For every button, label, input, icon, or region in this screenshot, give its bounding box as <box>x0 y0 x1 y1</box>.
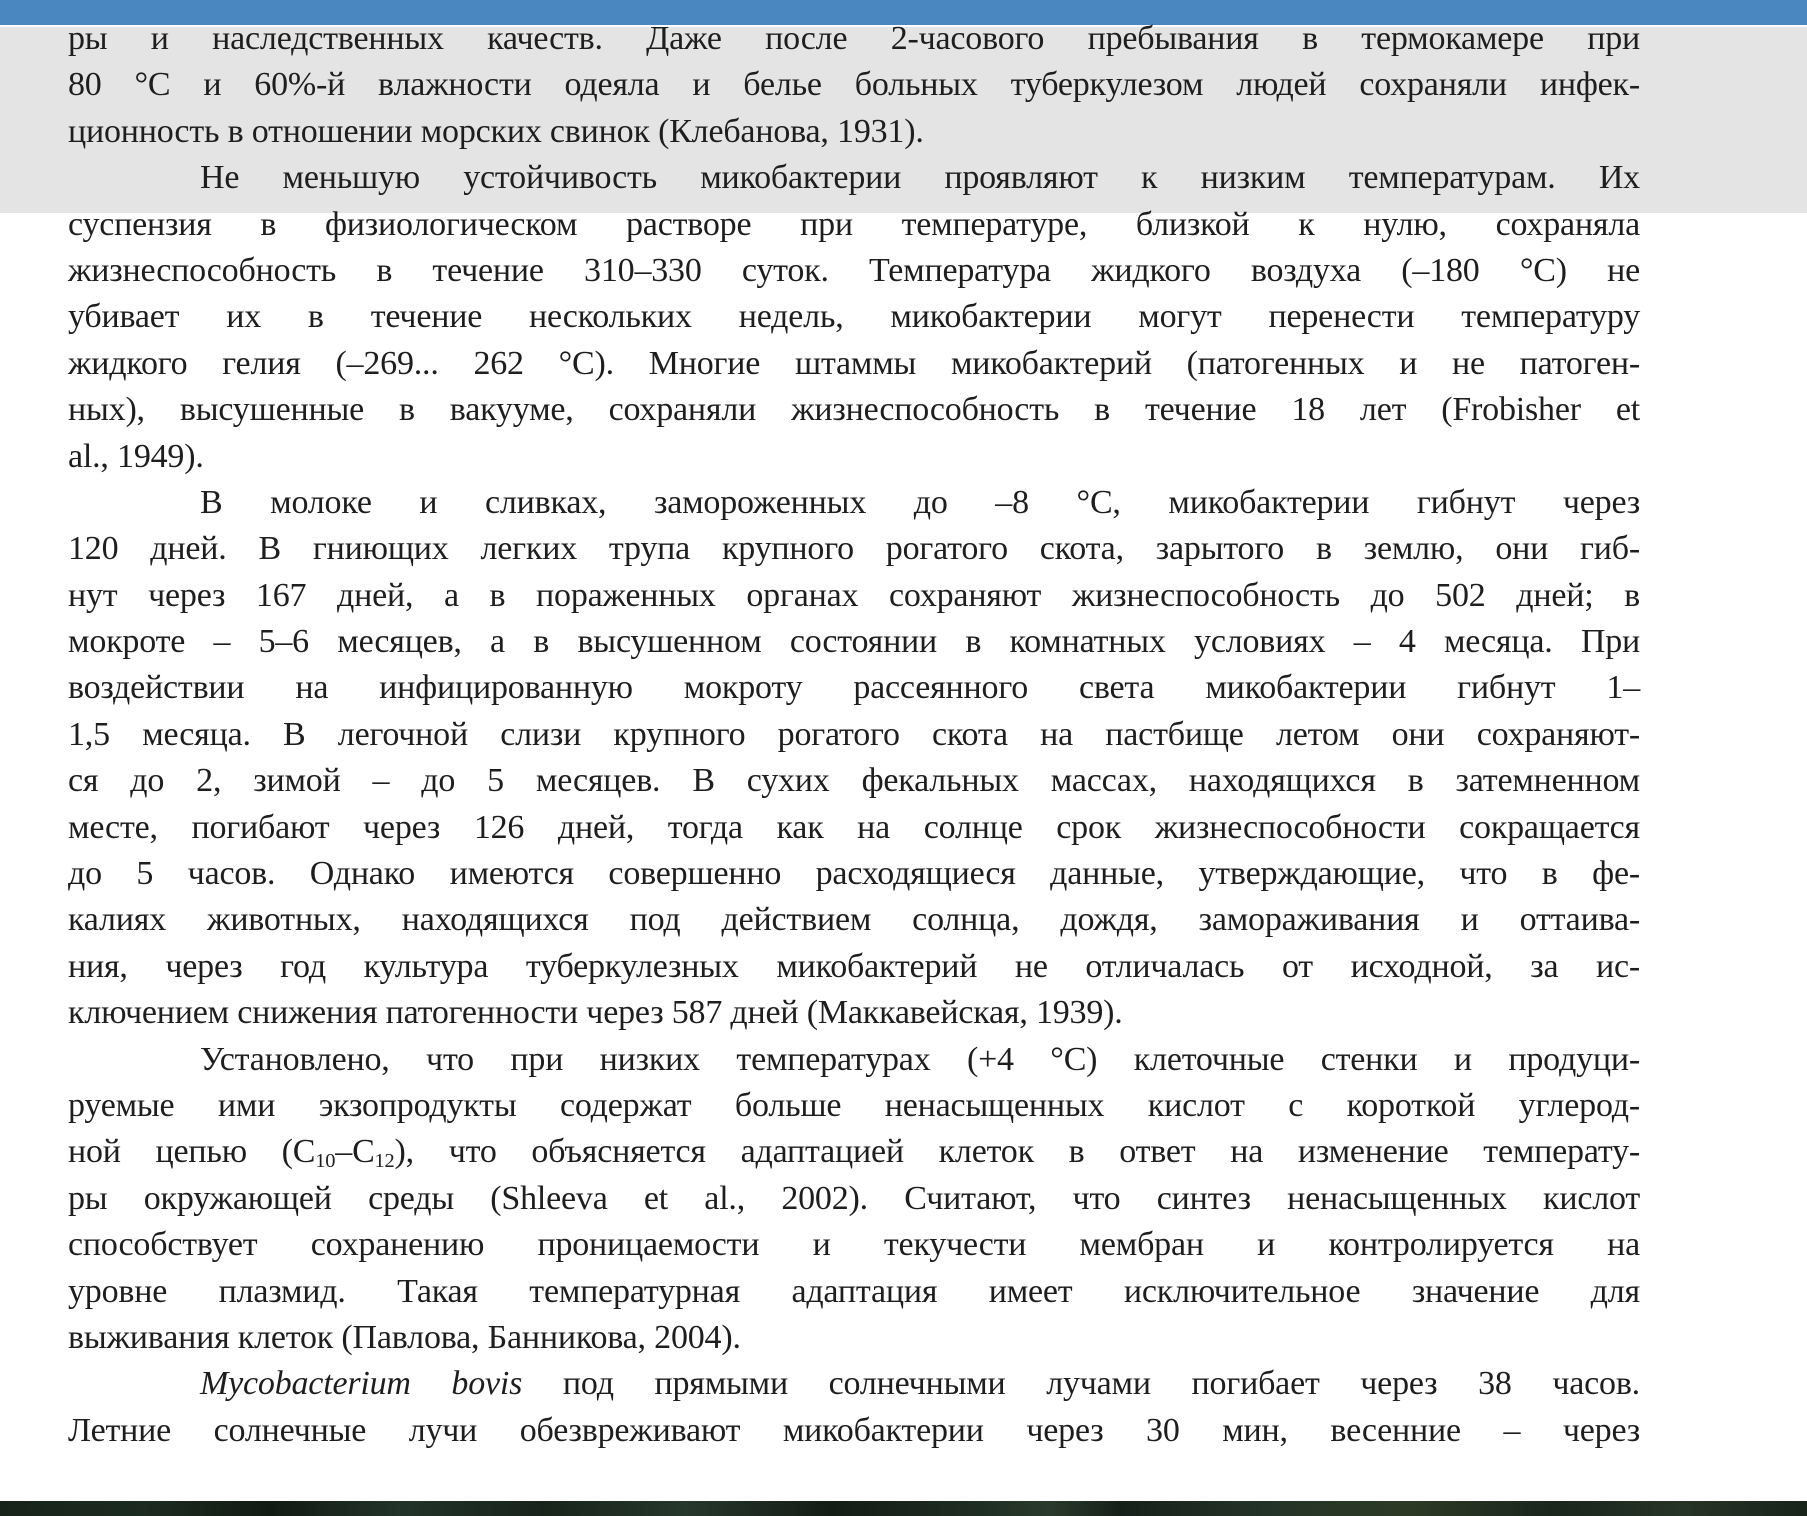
line-text: ры и наследственных качеств. Даже после 2-часового пребывания в термокамере при <box>68 20 1640 57</box>
line-text: al., 1949). <box>68 437 204 475</box>
paragraph-first-line <box>68 480 1640 526</box>
subscript: 10 <box>315 1150 336 1173</box>
text-line <box>68 851 1640 897</box>
line-text: нут через 167 дней, а в пораженных органах сохраняют жизнеспособность до 502 дней; в <box>68 576 1640 614</box>
line-text: жидкого гелия (–269... 262 °С). Многие штаммы микобактерий (патогенных и не патоген- <box>68 344 1640 382</box>
text-line <box>68 619 1640 665</box>
text-line <box>68 573 1640 619</box>
text-line <box>68 434 1640 480</box>
text-line <box>68 387 1640 433</box>
line-text-with-subscripts <box>68 1129 1640 1175</box>
text-line <box>68 62 1640 108</box>
line-text: ры окружающей среды (Shleeva et al., 2002). Считают, что синтез ненасыщенных кислот <box>68 1179 1640 1217</box>
text-line <box>68 665 1640 711</box>
text-line <box>68 1222 1640 1268</box>
text-line <box>68 202 1640 248</box>
line-text: месте, погибают через 126 дней, тогда как на солнце срок жизнеспособности сокращается <box>68 808 1640 846</box>
line-text: 120 дней. В гниющих легких трупа крупного рогатого скота, зарытого в землю, они гиб- <box>68 530 1640 568</box>
text-line <box>68 109 1640 155</box>
paragraph-first-line <box>68 1037 1640 1083</box>
text-line <box>68 1269 1640 1315</box>
line-text: Установлено, что при низких температурах (+4 °С) клеточные стенки и продуци- <box>200 1040 1640 1078</box>
text-line <box>68 1129 1640 1175</box>
line-text: способствует сохранению проницаемости и текучести мембран и контролируется на <box>68 1226 1640 1264</box>
line-text: руемые ими экзопродукты содержат больше ненасыщенных кислот с короткой углерод- <box>68 1086 1640 1124</box>
line-text-part: под прямыми солнечными лучами погибает через 38 часов. <box>522 1365 1640 1403</box>
text-line <box>68 1176 1640 1222</box>
line-text: ных), высушенные в вакууме, сохраняли жизнеспособность в течение 18 лет (Frobisher et <box>68 391 1640 429</box>
line-text: воздействии на инфицированную мокроту рассеянного света микобактерии гибнут 1– <box>68 669 1640 707</box>
text-line <box>68 944 1640 990</box>
line-text: 80 °С и 60%-й влажности одеяла и белье больных туберкулезом людей сохраняли инфек- <box>68 66 1640 104</box>
line-text: 1,5 месяца. В легочной слизи крупного рогатого скота на пастбище летом они сохраняют- <box>68 715 1640 753</box>
line-text: Летние солнечные лучи обезвреживают микобактерии через 30 мин, весенние – через <box>68 1411 1640 1449</box>
subscript: 12 <box>374 1150 395 1173</box>
text-line <box>68 248 1640 294</box>
paragraph-first-line <box>68 1361 1640 1407</box>
text-line <box>68 758 1640 804</box>
line-text: до 5 часов. Однако имеются совершенно расходящиеся данные, утверждающие, что в фе- <box>68 855 1640 893</box>
line-text: мокроте – 5–6 месяцев, а в высушенном состоянии в комнатных условиях – 4 месяца. При <box>68 623 1640 661</box>
line-text: ционность в отношении морских свинок (Клебанова, 1931). <box>68 112 924 150</box>
line-text: ся до 2, зимой – до 5 месяцев. В сухих фекальных массах, находящихся в затемненном <box>68 762 1640 800</box>
species-name: Mycobacterium bovis <box>200 1365 523 1403</box>
text-line <box>68 341 1640 387</box>
paragraph-first-line <box>68 155 1640 201</box>
text-line <box>68 805 1640 851</box>
text-line <box>68 897 1640 943</box>
line-text-part: –С <box>335 1133 375 1171</box>
background-image-strip <box>0 1501 1807 1516</box>
text-line <box>68 526 1640 572</box>
line-text: ключением снижения патогенности через 587 дней (Маккавейская, 1939). <box>68 994 1123 1032</box>
line-text: Не меньшую устойчивость микобактерии проявляют к низким температурам. Их <box>200 159 1640 197</box>
line-text-part: ), что объясняется адаптацией клеток в ответ на изменение температу- <box>394 1133 1640 1171</box>
text-line <box>68 1315 1640 1361</box>
line-text: жизнеспособность в течение 310–330 суток. Температура жидкого воздуха (–180 °С) не <box>68 251 1640 289</box>
text-line <box>68 1083 1640 1129</box>
document-body <box>68 16 1640 1454</box>
line-text-part: ной цепью (С <box>68 1133 316 1171</box>
line-text: выживания клеток (Павлова, Банникова, 2004). <box>68 1318 741 1356</box>
line-text: убивает их в течение нескольких недель, микобактерии могут перенести температуру <box>68 298 1640 336</box>
text-line <box>68 712 1640 758</box>
line-text: ния, через год культура туберкулезных микобактерий не отличалась от исходной, за ис- <box>68 947 1640 985</box>
line-text: уровне плазмид. Такая температурная адаптация имеет исключительное значение для <box>68 1272 1640 1310</box>
text-line <box>68 294 1640 340</box>
line-text: калиях животных, находящихся под действием солнца, дождя, замораживания и оттаива- <box>68 901 1640 939</box>
text-line <box>68 1408 1640 1454</box>
text-line <box>68 16 1640 62</box>
line-text: В молоке и сливках, замороженных до –8 °С, микобактерии гибнут через <box>200 483 1640 521</box>
text-line <box>68 990 1640 1036</box>
line-text <box>200 1361 1640 1407</box>
line-text: суспензия в физиологическом растворе при температуре, близкой к нулю, сохраняла <box>68 205 1640 243</box>
